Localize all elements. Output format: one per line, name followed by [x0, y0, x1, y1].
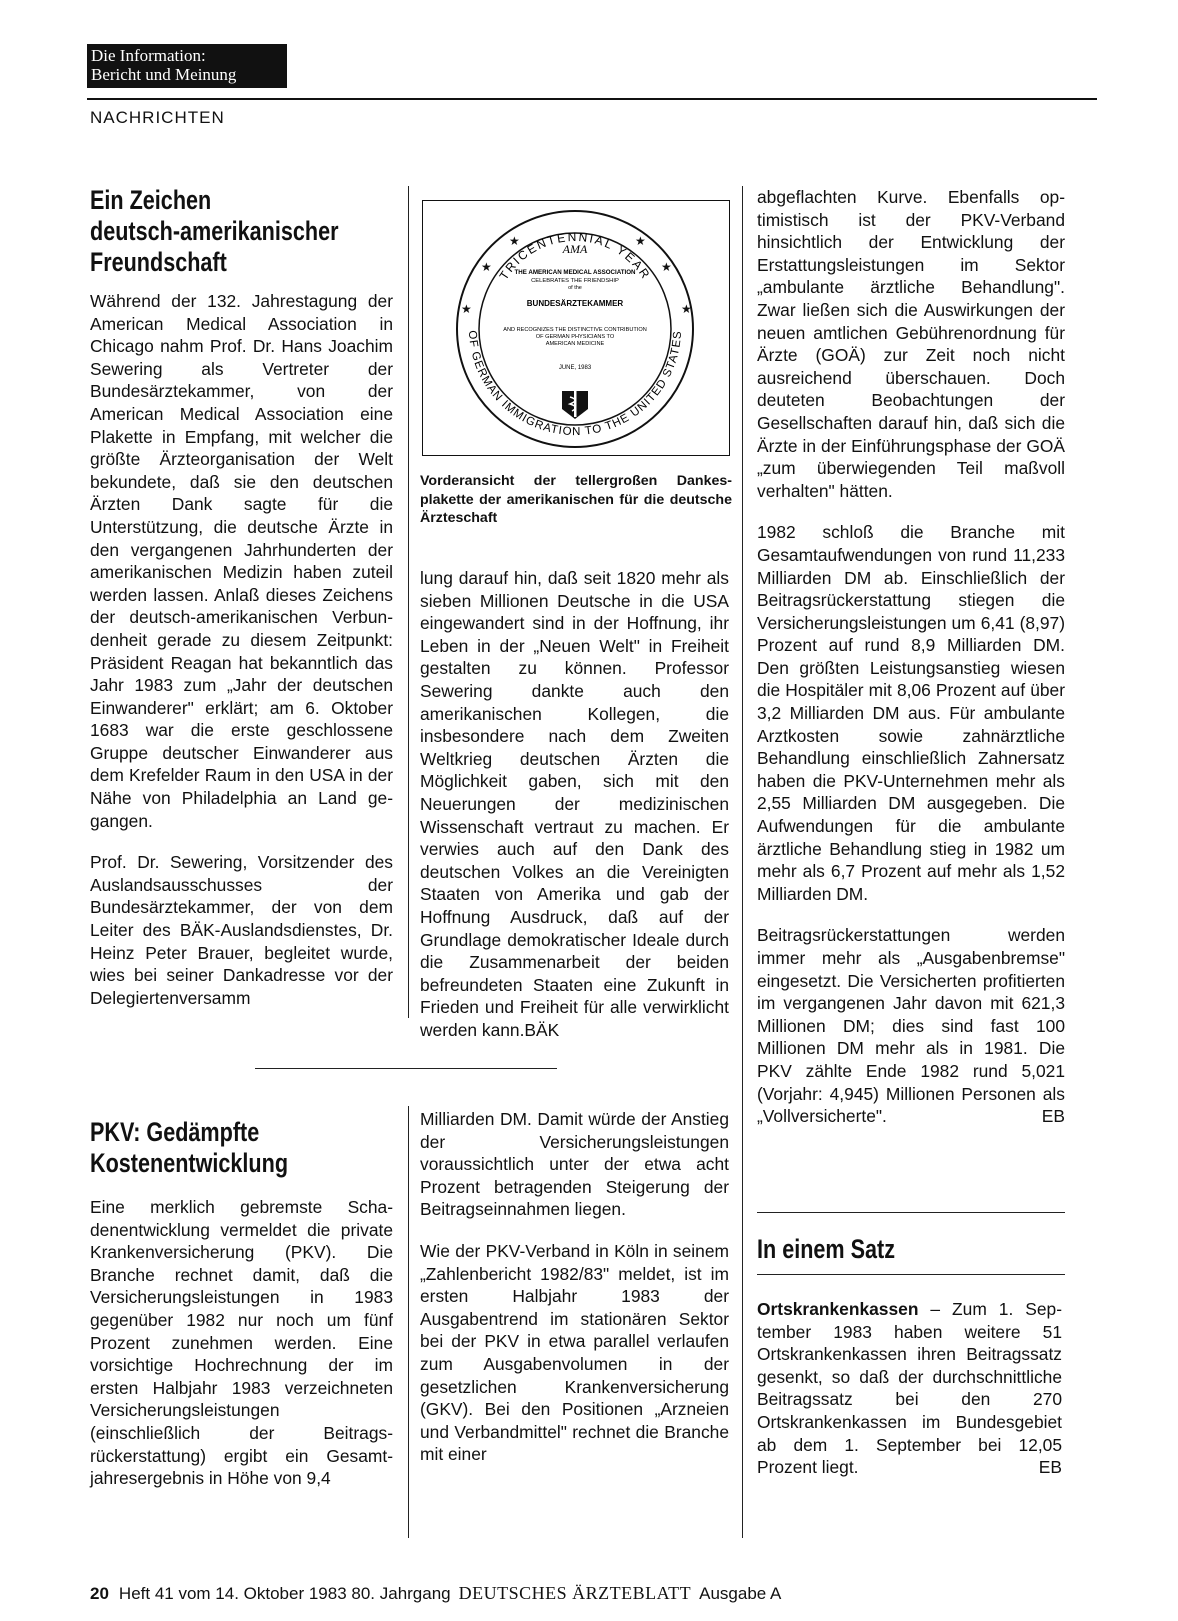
- svg-text:★: ★: [635, 234, 646, 248]
- header-rule: [87, 98, 1097, 100]
- plaque-line6: OF GERMAN PHYSICIANS TO: [535, 334, 615, 340]
- plaque-date: JUNE, 1983: [558, 365, 592, 371]
- article3-paragraph: [757, 1298, 1062, 1479]
- article3-signature: EB: [1038, 1457, 1062, 1478]
- page-number: 20: [90, 1584, 109, 1603]
- page-footer: [90, 1583, 781, 1604]
- article2-col2-paragraph2: Wie der PKV-Verband in Köln in seinem „Zahlenbericht 1982/83" meldet, ist im ersten Halbjahr 1983 der Ausgabentrend im stationären Sektor bei der PKV in etwa parallel verlaufen zum Ausgabenvolumen in der gesetzlichen Krankenversicherung (GKV). Bei den Positionen „Arzneien und Verbandmittel" rechnet die Branche mit einer: [420, 1240, 729, 1465]
- article-separator: [255, 1068, 557, 1069]
- svg-text:★: ★: [509, 234, 520, 248]
- plaque-line5: AND RECOGNIZES THE DISTINCTIVE CONTRIBUTION: [503, 327, 647, 333]
- article1-headline-line1: Ein Zeichen: [90, 185, 212, 215]
- article3-top-rule: [757, 1212, 1065, 1213]
- article3-headline: In einem Satz: [757, 1234, 896, 1264]
- article3-lead: Ortskrankenkassen: [757, 1299, 919, 1319]
- article2-col3-paragraph3: [757, 924, 1065, 1127]
- article2-column3: [757, 186, 1065, 1128]
- article2-col3-paragraph1: abgeflachten Kurve. Ebenfalls optimistisch ist der PKV-Verband hinsichtlich der Entwicklung der Erstattungsleistungen im Sektor „ambulante ärztliche Behandlung". Zwar ließen sich die Auswirkungen der neuen amtlichen Gebührenordnung für Ärzte (GOÄ) zur Zeit noch nicht ausreichend überschauen. Doch deuteten Beobachtungen der Gesellschaften darauf hin, daß sich die Ärzte in der Einführungsphase der GOÄ „zum überwiegenden Teil maßvoll verhalten" hätten.: [757, 187, 1065, 501]
- article3-body: – Zum 1. September 1983 haben weitere 51 Ortskrankenkassen ihren Beitragssatz gesenkt, so daß der durchschnittliche Beitragssatz bei den 270 Ortskrankenkassen im Bundesgebiet ab dem 1. September bei 12,05 Prozent liegt.: [757, 1299, 1062, 1478]
- article1-column2: [420, 567, 729, 1041]
- footer-issue: Heft 41 vom 14. Oktober 1983 80. Jahrgang: [118, 1584, 451, 1603]
- article2-col3-paragraph2: 1982 schloß die Branche mit Gesamtaufwendungen von rund 11,233 Milliarden DM ab. Einschließlich der Beitragsrückerstattung stiegen die Versicherungsleistungen um 6,41 (8,97) Prozent auf rund 8,9 Milliarden DM. Den größten Leistungsanstieg wiesen die Hospitäler mit 8,06 Prozent auf über 3,2 Milliarden DM aus. Für ambulante Arztkosten sowie zahnärztliche Behandlung einschließlich Zahnersatz haben die PKV-Unternehmen mehr als 2,55 Milliarden DM ausgegeben. Die Aufwendungen für die ambulante ärztliche Behandlung stieg in 1982 um mehr als 6,7 Prozent auf mehr als 1,52 Milliarden DM.: [757, 522, 1065, 904]
- article1-col2-paragraph1: [420, 567, 729, 1041]
- plaque-caption: Vorderansicht der tellergroßen Dankesplakette der amerikanischen für die deutsche Ärzteschaft: [420, 473, 732, 526]
- column-rule-a2-right: [742, 186, 743, 1538]
- plaque-line2: CELEBRATES THE FRIENDSHIP: [531, 278, 619, 284]
- plaque-emblem-icon: [562, 387, 588, 419]
- footer-journal: DEUTSCHES ÄRZTEBLATT: [458, 1583, 692, 1603]
- article1-col1-paragraph2: Prof. Dr. Sewering, Vorsitzender des Auslandsausschusses der Bundesärztekammer, der von dem Leiter des BÄK-Auslandsdienstes, Dr. Heinz Peter Brauer, begleitet wurde, wies bei seiner Dankadresse vor der Delegiertenversamm: [90, 852, 393, 1008]
- article2-col2-paragraph1: Milliarden DM. Damit würde der Anstieg der Versicherungsleistungen voraussichtlich unter der etwa acht Prozent betragenden Steigerung der Beitragseinnahmen liegen.: [420, 1109, 729, 1220]
- article3-column: [757, 1298, 1062, 1479]
- article2-column2: [420, 1108, 729, 1466]
- article1-headline: [90, 185, 339, 278]
- plaque-line1: THE AMERICAN MEDICAL ASSOCIATION: [514, 269, 636, 276]
- plaque-ama-logo: AMA: [562, 242, 588, 256]
- article1-signature: BÄK: [524, 1019, 560, 1040]
- svg-text:★: ★: [661, 260, 672, 274]
- article2-signature: EB: [1041, 1106, 1065, 1127]
- article2-col3-text: Beitragsrückerstattungen werden immer mehr als „Ausgabenbremse" eingesetzt. Die Versicherten profitierten im vergangenen Jahr davon mit 621,3 Millionen DM; dies sind fast 100 Millionen DM mehr als in 1981. Die PKV zählte Ende 1982 rund 5,021 (Vorjahr: 4,945) Millionen Personen als „Vollversicherte".: [757, 925, 1065, 1127]
- svg-text:★: ★: [681, 302, 692, 316]
- header-box: [87, 44, 287, 88]
- article2-headline: [90, 1117, 288, 1179]
- article2-column1: [90, 1196, 393, 1490]
- article2-headline-line2: Kostenentwicklung: [90, 1148, 289, 1178]
- article3-bottom-rule: [757, 1274, 1065, 1275]
- plaque-illustration: [423, 201, 728, 454]
- plaque-image: [422, 200, 730, 456]
- plaque-ring-top: TRICENTENNIAL YEAR: [496, 229, 654, 283]
- column-rule-a2-left: [408, 1106, 409, 1538]
- plaque-ring-bottom: OF GERMAN IMMIGRATION TO THE UNITED STATES: [465, 330, 685, 439]
- article1-column1: [90, 290, 393, 1009]
- article1-headline-line3: Freundschaft: [90, 247, 227, 277]
- section-label: NACHRICHTEN: [90, 108, 225, 127]
- header-box-line2: Bericht und Meinung: [91, 65, 237, 84]
- svg-text:★: ★: [461, 302, 472, 316]
- article2-headline-line1: PKV: Gedämpfte: [90, 1117, 260, 1147]
- article1-headline-line2: deutsch-amerikanischer: [90, 216, 339, 246]
- plaque-line3: of the: [568, 285, 582, 291]
- column-rule-a1-left: [408, 186, 409, 1018]
- header-box-line1: Die Information:: [91, 46, 206, 65]
- plaque-line7: AMERICAN MEDICINE: [545, 341, 605, 347]
- article2-col1-paragraph1: Eine merklich gebremste Schadenentwicklung vermeldet die private Krankenversicherung (PKV). Die Branche rechnet damit, daß die Versicherungsleistungen in 1983 gegenüber 1982 nur noch um fünf Prozent zunehmen werden. Eine vorsichtige Hochrechnung der im ersten Halbjahr 1983 verzeichneten Versicherungsleistungen (einschließlich der Beitragsrückerstattung) ergibt ein Gesamtjahresergebnis in Höhe von 9,4: [90, 1197, 393, 1489]
- plaque-line4: BUNDESÄRZTEKAMMER: [526, 299, 624, 308]
- article1-col1-paragraph1: Während der 132. Jahrestagung der American Medical Association in Chicago nahm Prof. Dr. Hans Joachim Sewering als Vertreter der Bundesärztekammer, von der American Medical Association eine Plakette in Empfang, mit welcher die größte Ärzteorganisation der Welt bekundete, daß sie den deutschen Ärzten Dank sagte für die Unterstützung, die deutsche Ärzte in den vergangenen Jahrhunderten der amerikanischen Medizin haben zuteil werden lassen. Anlaß dieses Zeichens der deutsch-amerikanischen Verbundenheit gerade zu diesem Zeitpunkt: Präsident Reagan hat bekanntlich das Jahr 1983 zum „Jahr der deutschen Einwanderer" erklärt; am 6. Oktober 1683 war die erste geschlossene Gruppe deutscher Einwanderer aus dem Krefelder Raum in den USA in der Nähe von Philadelphia an Land gegangen.: [90, 291, 393, 831]
- svg-text:★: ★: [481, 260, 492, 274]
- article1-col2-text: lung darauf hin, daß seit 1820 mehr als sieben Millionen Deutsche in die USA eingewandert sind in der Hoffnung, ihr Leben in der „Neuen Welt" in Freiheit gestalten zu können. Professor Sewering dankte auch den amerikanischen Kollegen, die insbesondere nach dem Zweiten Weltkrieg deutschen Ärzten die Möglichkeit gaben, sich mit den Neuerungen der medizinischen Wissenschaft vertraut zu machen. Er verwies auch auf den Dank des deutschen Volkes an die Vereinigten Staaten von Amerika und gab der Hoffnung Ausdruck, daß auf der Grundlage demokratischer Ideale durch die Zusammenarbeit der beiden befreundeten Staaten eine Zukunft in Frieden und Freiheit für alle verwirklicht werden kann.: [420, 568, 729, 1040]
- footer-edition: Ausgabe A: [699, 1584, 782, 1603]
